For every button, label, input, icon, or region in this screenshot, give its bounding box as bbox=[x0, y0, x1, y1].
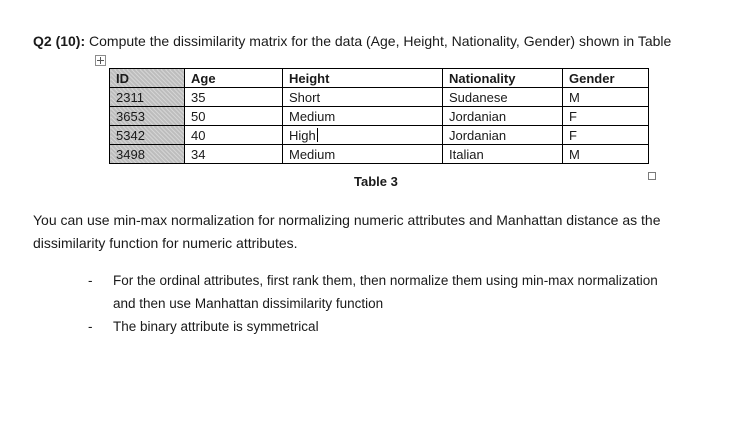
table-row bbox=[110, 126, 649, 145]
table-row bbox=[110, 88, 649, 107]
cell-age[interactable]: 50 bbox=[185, 107, 283, 126]
header-id[interactable]: ID bbox=[110, 69, 185, 88]
table-move-handle-icon[interactable] bbox=[95, 55, 106, 66]
cell-height[interactable]: Medium bbox=[283, 107, 443, 126]
cell-gender[interactable]: F bbox=[563, 126, 649, 145]
cell-height[interactable]: Medium bbox=[283, 145, 443, 164]
cell-age[interactable]: 35 bbox=[185, 88, 283, 107]
table-row bbox=[110, 107, 649, 126]
cell-nationality[interactable]: Jordanian bbox=[443, 126, 563, 145]
header-gender[interactable]: Gender bbox=[563, 69, 649, 88]
cell-id[interactable]: 3653 bbox=[110, 107, 185, 126]
cell-gender[interactable]: M bbox=[563, 88, 649, 107]
cell-age[interactable]: 34 bbox=[185, 145, 283, 164]
list-item bbox=[88, 315, 673, 338]
cell-height-text: High bbox=[289, 127, 316, 143]
data-table bbox=[109, 68, 649, 164]
cell-nationality[interactable]: Italian bbox=[443, 145, 563, 164]
instruction-paragraph: You can use min-max normalization for normalizing numeric attributes and Manhattan distance as the dissimilarity function for numeric attributes. bbox=[33, 212, 661, 251]
cell-id[interactable]: 2311 bbox=[110, 88, 185, 107]
cell-id[interactable]: 3498 bbox=[110, 145, 185, 164]
cell-age[interactable]: 40 bbox=[185, 126, 283, 145]
cell-id[interactable]: 5342 bbox=[110, 126, 185, 145]
cell-gender[interactable]: M bbox=[563, 145, 649, 164]
bullet-marker: - bbox=[88, 319, 93, 334]
bullet-text: The binary attribute is symmetrical bbox=[113, 319, 319, 334]
bullet-text: For the ordinal attributes, first rank them, then normalize them using min-max normalization and then use Manhattan dissimilarity function bbox=[113, 273, 658, 311]
question-body: Compute the dissimilarity matrix for the data (Age, Height, Nationality, Gender) shown in Table bbox=[85, 33, 672, 49]
cell-height-active[interactable] bbox=[283, 126, 443, 145]
header-height[interactable]: Height bbox=[283, 69, 443, 88]
text-cursor bbox=[317, 128, 318, 142]
table-header-row bbox=[110, 69, 649, 88]
bullet-marker: - bbox=[88, 273, 93, 288]
cell-nationality[interactable]: Sudanese bbox=[443, 88, 563, 107]
table-row bbox=[110, 145, 649, 164]
cell-gender[interactable]: F bbox=[563, 107, 649, 126]
table-caption: Table 3 bbox=[354, 174, 398, 189]
cell-height[interactable]: Short bbox=[283, 88, 443, 107]
header-nationality[interactable]: Nationality bbox=[443, 69, 563, 88]
list-item bbox=[88, 269, 673, 315]
question-label: Q2 (10): bbox=[33, 33, 86, 49]
bullet-list bbox=[88, 269, 673, 338]
cell-nationality[interactable]: Jordanian bbox=[443, 107, 563, 126]
question-text bbox=[33, 33, 671, 49]
header-age[interactable]: Age bbox=[185, 69, 283, 88]
table-resize-handle-icon[interactable] bbox=[648, 172, 656, 180]
